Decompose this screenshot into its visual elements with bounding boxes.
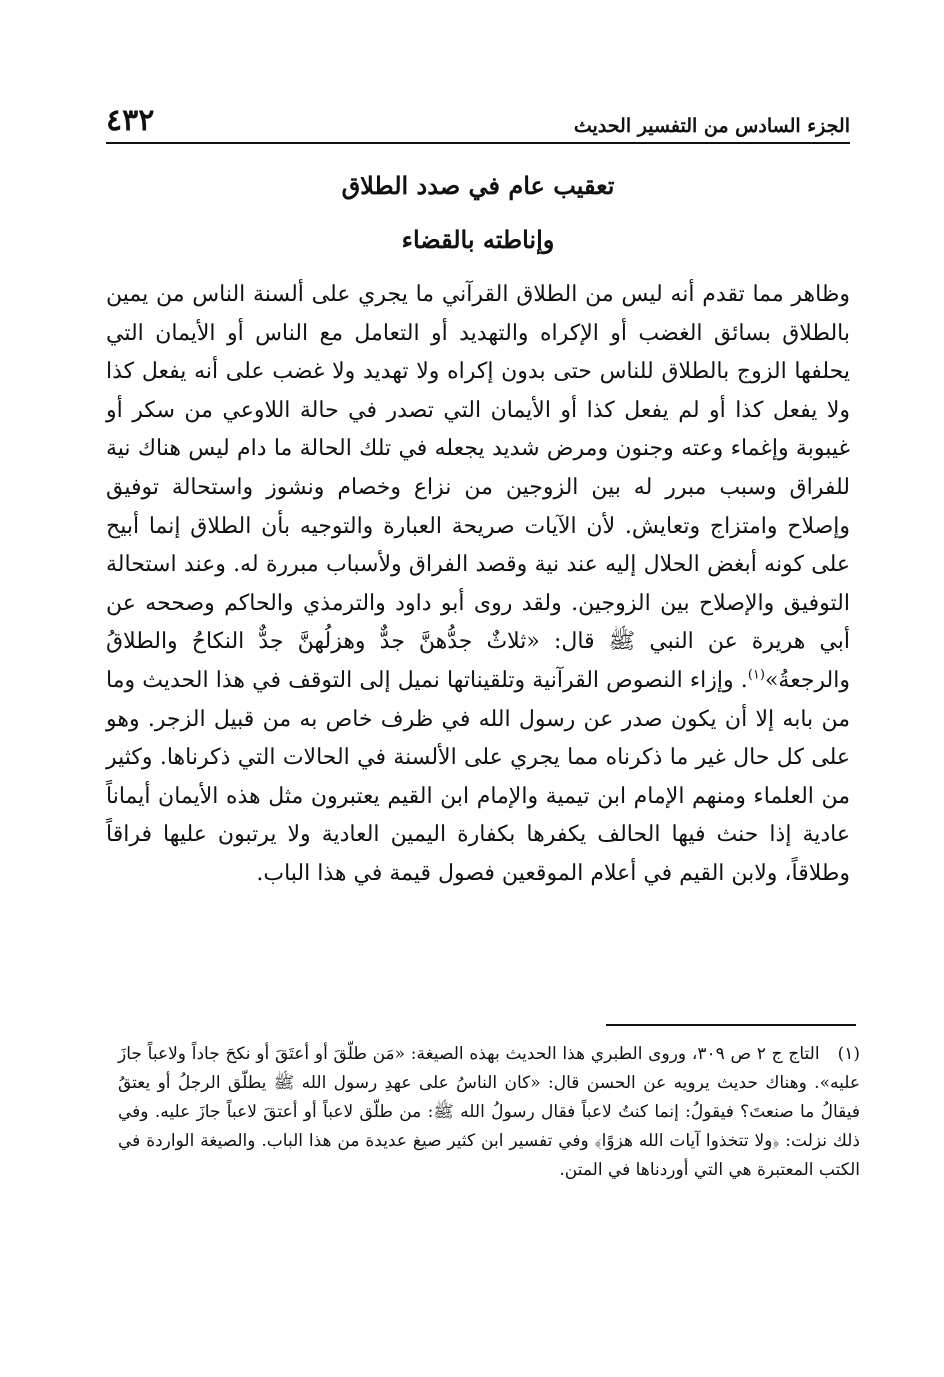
section-title-line-1: تعقيب عام في صدد الطلاق <box>341 171 615 200</box>
page-number: ٤٣٢ <box>106 103 155 138</box>
section-title-line-2: وإناطته بالقضاء <box>401 225 555 254</box>
footnote-separator <box>606 1024 856 1026</box>
body-text-part-1: وظاهر مما تقدم أنه ليس من الطلاق القرآني ما يجري على ألسنة الناس من يمين بالطلاق بسائق الغضب أو الإكراه والتهديد أو التعامل مع الناس أو الأيمان التي يحلفها الزوج بالطلاق للناس حتى بدون إكراه ولا تهديد ولا غضب على أنه يفعل كذا ولا يفعل كذا أو لم يفعل كذا أو الأيمان التي تصدر في حالة اللاوعي من سكر أو غيبوبة وإغماء وعته وجنون ومرض شديد يجعله في تلك الحالة ما دام ليس هناك نية للفراق وسبب مبرر له بين الزوجين من نزاع وخصام ونشوز واستحالة توفيق وإصلاح وامتزاج وتعايش. لأن الآيات صريحة العبارة والتوجيه بأن الطلاق إنما أبيح على كونه أبغض الحلال إليه عند نية وقصد الفراق ولأسباب مبررة له. وعند استحالة التوفيق والإصلاح بين الزوجين. ولقد روى أبو داود والترمذي والحاكم وصححه عن أبي هريرة عن النبي ﷺ قال: «ثلاثٌ جدُّهنَّ جدٌّ وهزلُهنَّ جدٌّ النكاحُ والطلاقُ والرجعةُ» <box>106 282 850 693</box>
footnote <box>118 1040 860 1185</box>
footnote-text: التاج ج ٢ ص ٣٠٩، وروى الطبري هذا الحديث بهذه الصيغة: «مَن طلّقَ أو أعتَقَ أو نكحَ جاداً ولاعباً جازَ عليه». وهناك حديث يرويه عن الحسن قال: «كان الناسُ على عهدِ رسول الله ﷺ يطلّق الرجلُ أو يعتقُ فيقالُ ما صنعتَ؟ فيقولُ: إنما كنتُ لاعباً فقال رسولُ الله ﷺ: من طلّق لاعباً أو أعتقَ لاعباً جازَ عليه. وفي ذلك نزلت: ﴿ولا تتخذوا آيات الله هزوًا﴾ وفي تفسير ابن كثير صيغ عديدة من هذا الباب. والصيغة الواردة في الكتب المعتبرة هي التي أوردناها في المتن. <box>118 1044 860 1180</box>
body-paragraph <box>106 276 850 894</box>
footnote-marker: (١) <box>837 1044 860 1064</box>
page-header <box>106 104 850 144</box>
footnote-reference: (١) <box>747 667 765 683</box>
running-title: الجزء السادس من التفسير الحديث <box>573 115 850 137</box>
body-text-part-2: . وإزاء النصوص القرآنية وتلقيناتها نميل إلى التوقف في هذا الحديث وما من بابه إلا أن يكون صدر عن رسول الله في ظرف خاص به من قبيل الزجر. وهو على كل حال غير ما ذكرناه مما يجري على الألسنة في الحالات التي ذكرناها. وكثير من العلماء ومنهم الإمام ابن تيمية والإمام ابن القيم يعتبرون مثل هذه الأيمان أيماناً عادية إذا حنث فيها الحالف يكفرها بكفارة اليمين العادية ولا يرتبون عليها فراقاً وطلاقاً، ولابن القيم في أعلام الموقعين فصول قيمة في هذا الباب. <box>106 667 850 886</box>
